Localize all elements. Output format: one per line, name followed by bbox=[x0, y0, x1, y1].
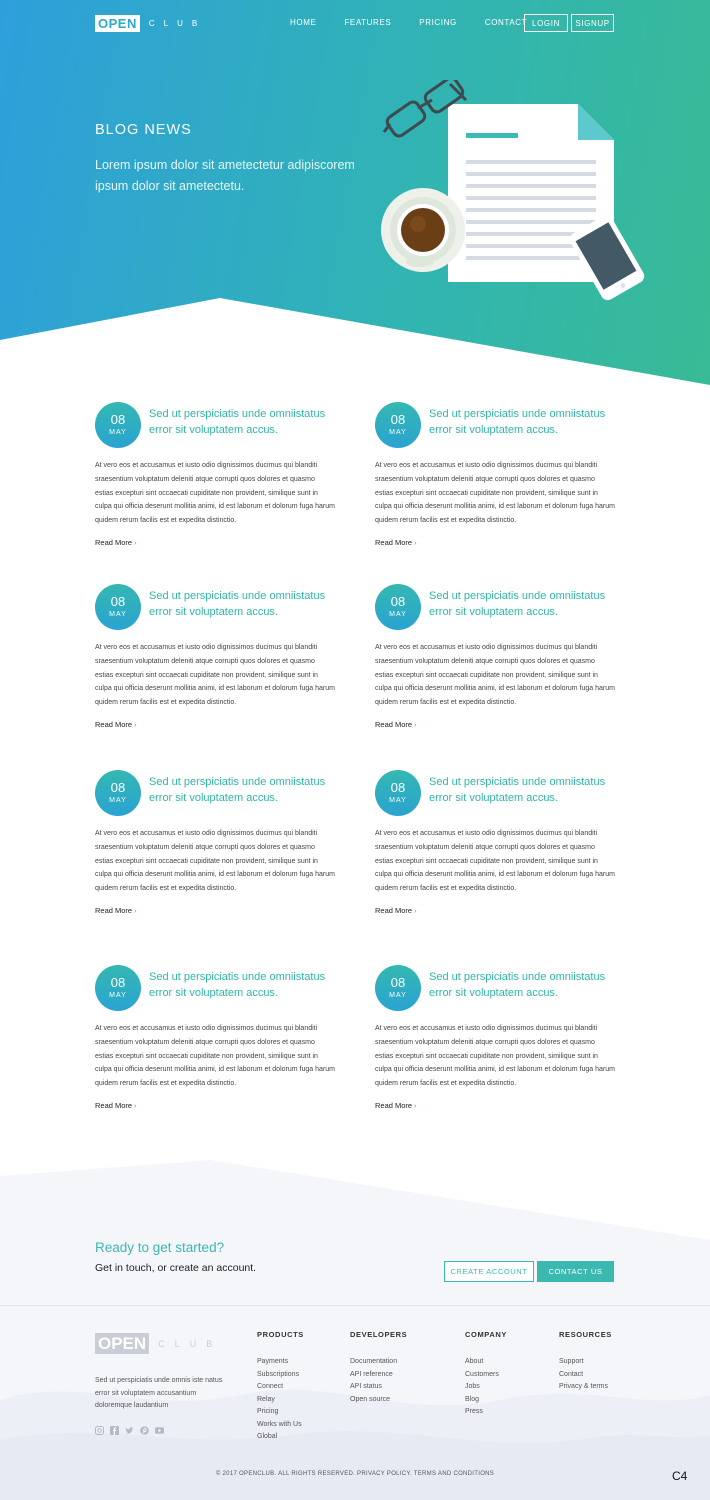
read-more-label: Read More bbox=[95, 1101, 133, 1110]
nav-link-contact[interactable]: CONTACT bbox=[484, 18, 528, 27]
page-tag: C4 bbox=[672, 1469, 688, 1483]
signup-button[interactable]: SIGNUP bbox=[571, 14, 614, 32]
site-logo[interactable] bbox=[95, 15, 206, 32]
footer-link[interactable]: Open source bbox=[350, 1395, 391, 1403]
footer-heading: COMPANY bbox=[465, 1330, 507, 1339]
footer-link[interactable]: Pricing bbox=[257, 1408, 279, 1415]
footer-column-resources bbox=[559, 1330, 612, 1394]
chevron-right-icon: › bbox=[414, 720, 417, 729]
footer-link[interactable]: Blog bbox=[465, 1395, 480, 1403]
footer-logo-open: OPEN bbox=[95, 1333, 149, 1354]
post-excerpt: At vero eos et accusamus et iusto odio dignissimos ducimus qui blanditi sraesentium voluptatum deleniti atque corrupti quos dolores et quasmo estias excepturi sint occaecati cupiditate non provident, similique sunt in culpa qui officia deserunt mollitia animi, id est laborum et dolorum fuga harum quidem rerum facilis est et expedita distinctio. bbox=[375, 830, 615, 893]
copyright-text: © 2017 OPENCLUB. ALL RIGHTS RESERVED. PRIVACY POLICY. TERMS AND CONDITIONS bbox=[215, 1471, 495, 1477]
post-day: 08 bbox=[110, 412, 126, 427]
post-month: MAY bbox=[109, 611, 127, 618]
date-badge bbox=[375, 584, 421, 630]
footer-heading: RESOURCES bbox=[559, 1330, 612, 1339]
social-links bbox=[95, 1422, 170, 1431]
read-more-link[interactable] bbox=[375, 906, 417, 915]
post-excerpt: At vero eos et accusamus et iusto odio dignissimos ducimus qui blanditi sraesentium voluptatum deleniti atque corrupti quos dolores et quasmo estias excepturi sint occaecati cupiditate non provident, similique sunt in culpa qui officia deserunt mollitia animi, id est laborum et dolorum fuga harum quidem rerum facilis est et expedita distinctio. bbox=[375, 644, 615, 707]
footer-background bbox=[0, 1150, 710, 1500]
nav-link-home[interactable]: HOME bbox=[290, 18, 317, 27]
read-more-link[interactable] bbox=[95, 1101, 137, 1110]
post-title[interactable]: Sed ut perspiciatis unde omniistatus error sit voluptatem accus. bbox=[149, 776, 326, 804]
footer-link[interactable]: Relay bbox=[257, 1395, 275, 1403]
post-title[interactable]: Sed ut perspiciatis unde omniistatus error sit voluptatem accus. bbox=[429, 971, 606, 999]
chevron-right-icon: › bbox=[414, 906, 417, 915]
footer-logo[interactable] bbox=[95, 1333, 222, 1354]
facebook-icon[interactable] bbox=[110, 1422, 119, 1431]
cta-title: Ready to get started? bbox=[95, 1240, 225, 1255]
post-month: MAY bbox=[109, 992, 127, 999]
footer-link[interactable]: API status bbox=[350, 1383, 382, 1390]
contact-us-button[interactable]: CONTACT US bbox=[537, 1261, 614, 1282]
post-day: 08 bbox=[390, 594, 406, 609]
post-title[interactable]: Sed ut perspiciatis unde omniistatus error sit voluptatem accus. bbox=[149, 590, 326, 618]
footer-link[interactable]: Payments bbox=[257, 1358, 289, 1365]
post-day: 08 bbox=[390, 975, 406, 990]
date-badge bbox=[375, 770, 421, 816]
footer-link[interactable]: Customers bbox=[465, 1370, 499, 1378]
post-day: 08 bbox=[390, 780, 406, 795]
date-badge bbox=[95, 584, 141, 630]
date-badge bbox=[375, 402, 421, 448]
hero-title: BLOG NEWS bbox=[95, 122, 192, 138]
footer-column-products bbox=[257, 1330, 304, 1444]
hero-illustration bbox=[380, 80, 650, 310]
top-nav bbox=[95, 14, 614, 34]
footer-heading: DEVELOPERS bbox=[350, 1330, 408, 1339]
read-more-label: Read More bbox=[375, 720, 413, 729]
hero-subtitle: Lorem ipsum dolor sit ametectetur adipiscorem ipsum dolor sit ametectetu. bbox=[95, 158, 355, 193]
post-month: MAY bbox=[389, 429, 407, 436]
footer-column-company bbox=[465, 1330, 507, 1419]
chevron-right-icon: › bbox=[414, 1101, 417, 1110]
login-button[interactable]: LOGIN bbox=[524, 14, 568, 32]
cta-subtitle: Get in touch, or create an account. bbox=[95, 1262, 257, 1274]
logo-club-text: CLUB bbox=[148, 19, 207, 28]
instagram-icon[interactable] bbox=[95, 1422, 104, 1431]
footer-column-developers bbox=[350, 1330, 407, 1406]
post-month: MAY bbox=[389, 611, 407, 618]
read-more-link[interactable] bbox=[95, 720, 137, 729]
read-more-link[interactable] bbox=[95, 538, 137, 547]
chevron-right-icon: › bbox=[134, 906, 137, 915]
nav-link-pricing[interactable]: PRICING bbox=[419, 18, 457, 27]
post-day: 08 bbox=[110, 975, 126, 990]
nav-links bbox=[290, 18, 555, 27]
chevron-right-icon: › bbox=[134, 538, 137, 547]
date-badge bbox=[95, 402, 141, 448]
read-more-link[interactable] bbox=[375, 538, 417, 547]
footer-divider bbox=[0, 1305, 710, 1306]
footer-link[interactable]: Connect bbox=[257, 1383, 284, 1390]
post-month: MAY bbox=[109, 797, 127, 804]
coffee-cup-icon bbox=[381, 188, 465, 272]
post-excerpt: At vero eos et accusamus et iusto odio dignissimos ducimus qui blanditi sraesentium voluptatum deleniti atque corrupti quos dolores et quasmo estias excepturi sint occaecati cupiditate non provident, similique sunt in culpa qui officia deserunt mollitia animi, id est laborum et dolorum fuga harum quidem rerum facilis est et expedita distinctio. bbox=[95, 462, 335, 525]
twitter-icon[interactable] bbox=[125, 1422, 134, 1431]
footer-link[interactable]: Subscriptions bbox=[257, 1370, 300, 1378]
post-title[interactable]: Sed ut perspiciatis unde omniistatus error sit voluptatem accus. bbox=[149, 971, 326, 999]
nav-link-features[interactable]: FEATURES bbox=[344, 18, 392, 27]
post-excerpt: At vero eos et accusamus et iusto odio dignissimos ducimus qui blanditi sraesentium voluptatum deleniti atque corrupti quos dolores et quasmo estias excepturi sint occaecati cupiditate non provident, similique sunt in culpa qui officia deserunt mollitia animi, id est laborum et dolorum fuga harum quidem rerum facilis est et expedita distinctio. bbox=[375, 1025, 615, 1088]
date-badge bbox=[95, 770, 141, 816]
footer-link[interactable]: Press bbox=[465, 1408, 483, 1415]
post-title[interactable]: Sed ut perspiciatis unde omniistatus error sit voluptatem accus. bbox=[429, 776, 606, 804]
footer-link[interactable]: About bbox=[465, 1358, 484, 1365]
footer-heading: PRODUCTS bbox=[257, 1330, 304, 1339]
footer-link[interactable]: Jobs bbox=[465, 1383, 480, 1390]
post-excerpt: At vero eos et accusamus et iusto odio dignissimos ducimus qui blanditi sraesentium voluptatum deleniti atque corrupti quos dolores et quasmo estias excepturi sint occaecati cupiditate non provident, similique sunt in culpa qui officia deserunt mollitia animi, id est laborum et dolorum fuga harum quidem rerum facilis est et expedita distinctio. bbox=[375, 462, 615, 525]
read-more-label: Read More bbox=[375, 538, 413, 547]
logo-open-text: OPEN bbox=[95, 15, 140, 32]
post-month: MAY bbox=[389, 797, 407, 804]
youtube-icon[interactable] bbox=[155, 1422, 164, 1431]
footer-logo-club: CLUB bbox=[158, 1338, 223, 1349]
footer-link[interactable]: Global bbox=[257, 1433, 278, 1440]
chevron-right-icon: › bbox=[134, 1101, 137, 1110]
read-more-link[interactable] bbox=[95, 906, 137, 915]
post-month: MAY bbox=[109, 429, 127, 436]
post-day: 08 bbox=[110, 594, 126, 609]
date-badge bbox=[375, 965, 421, 1011]
footer-link[interactable]: API reference bbox=[350, 1370, 393, 1378]
footer-link[interactable]: Privacy & terms bbox=[559, 1383, 609, 1390]
read-more-link[interactable] bbox=[375, 720, 417, 729]
read-more-link[interactable] bbox=[375, 1101, 417, 1110]
pinterest-icon[interactable] bbox=[140, 1422, 149, 1431]
post-month: MAY bbox=[389, 992, 407, 999]
post-title[interactable]: Sed ut perspiciatis unde omniistatus error sit voluptatem accus. bbox=[149, 408, 326, 436]
footer-link[interactable]: Support bbox=[559, 1358, 584, 1365]
footer-about-text: Sed ut perspiciatis unde omnis iste natus error sit voluptatem accusantium doloremque laudantium bbox=[95, 1377, 223, 1409]
footer-link[interactable]: Documentation bbox=[350, 1358, 398, 1365]
create-account-button[interactable]: CREATE ACCOUNT bbox=[444, 1261, 534, 1282]
date-badge bbox=[95, 965, 141, 1011]
post-title[interactable]: Sed ut perspiciatis unde omniistatus error sit voluptatem accus. bbox=[429, 408, 606, 436]
read-more-label: Read More bbox=[375, 1101, 413, 1110]
post-day: 08 bbox=[390, 412, 406, 427]
read-more-label: Read More bbox=[95, 538, 133, 547]
post-excerpt: At vero eos et accusamus et iusto odio dignissimos ducimus qui blanditi sraesentium voluptatum deleniti atque corrupti quos dolores et quasmo estias excepturi sint occaecati cupiditate non provident, similique sunt in culpa qui officia deserunt mollitia animi, id est laborum et dolorum fuga harum quidem rerum facilis est et expedita distinctio. bbox=[95, 1025, 335, 1088]
chevron-right-icon: › bbox=[134, 720, 137, 729]
footer-link[interactable]: Works with Us bbox=[257, 1420, 302, 1428]
read-more-label: Read More bbox=[95, 906, 133, 915]
read-more-label: Read More bbox=[375, 906, 413, 915]
post-title[interactable]: Sed ut perspiciatis unde omniistatus error sit voluptatem accus. bbox=[429, 590, 606, 618]
read-more-label: Read More bbox=[95, 720, 133, 729]
post-excerpt: At vero eos et accusamus et iusto odio dignissimos ducimus qui blanditi sraesentium voluptatum deleniti atque corrupti quos dolores et quasmo estias excepturi sint occaecati cupiditate non provident, similique sunt in culpa qui officia deserunt mollitia animi, id est laborum et dolorum fuga harum quidem rerum facilis est et expedita distinctio. bbox=[95, 830, 335, 893]
footer-link[interactable]: Contact bbox=[559, 1370, 584, 1378]
post-excerpt: At vero eos et accusamus et iusto odio dignissimos ducimus qui blanditi sraesentium voluptatum deleniti atque corrupti quos dolores et quasmo estias excepturi sint occaecati cupiditate non provident, similique sunt in culpa qui officia deserunt mollitia animi, id est laborum et dolorum fuga harum quidem rerum facilis est et expedita distinctio. bbox=[95, 644, 335, 707]
chevron-right-icon: › bbox=[414, 538, 417, 547]
post-day: 08 bbox=[110, 780, 126, 795]
